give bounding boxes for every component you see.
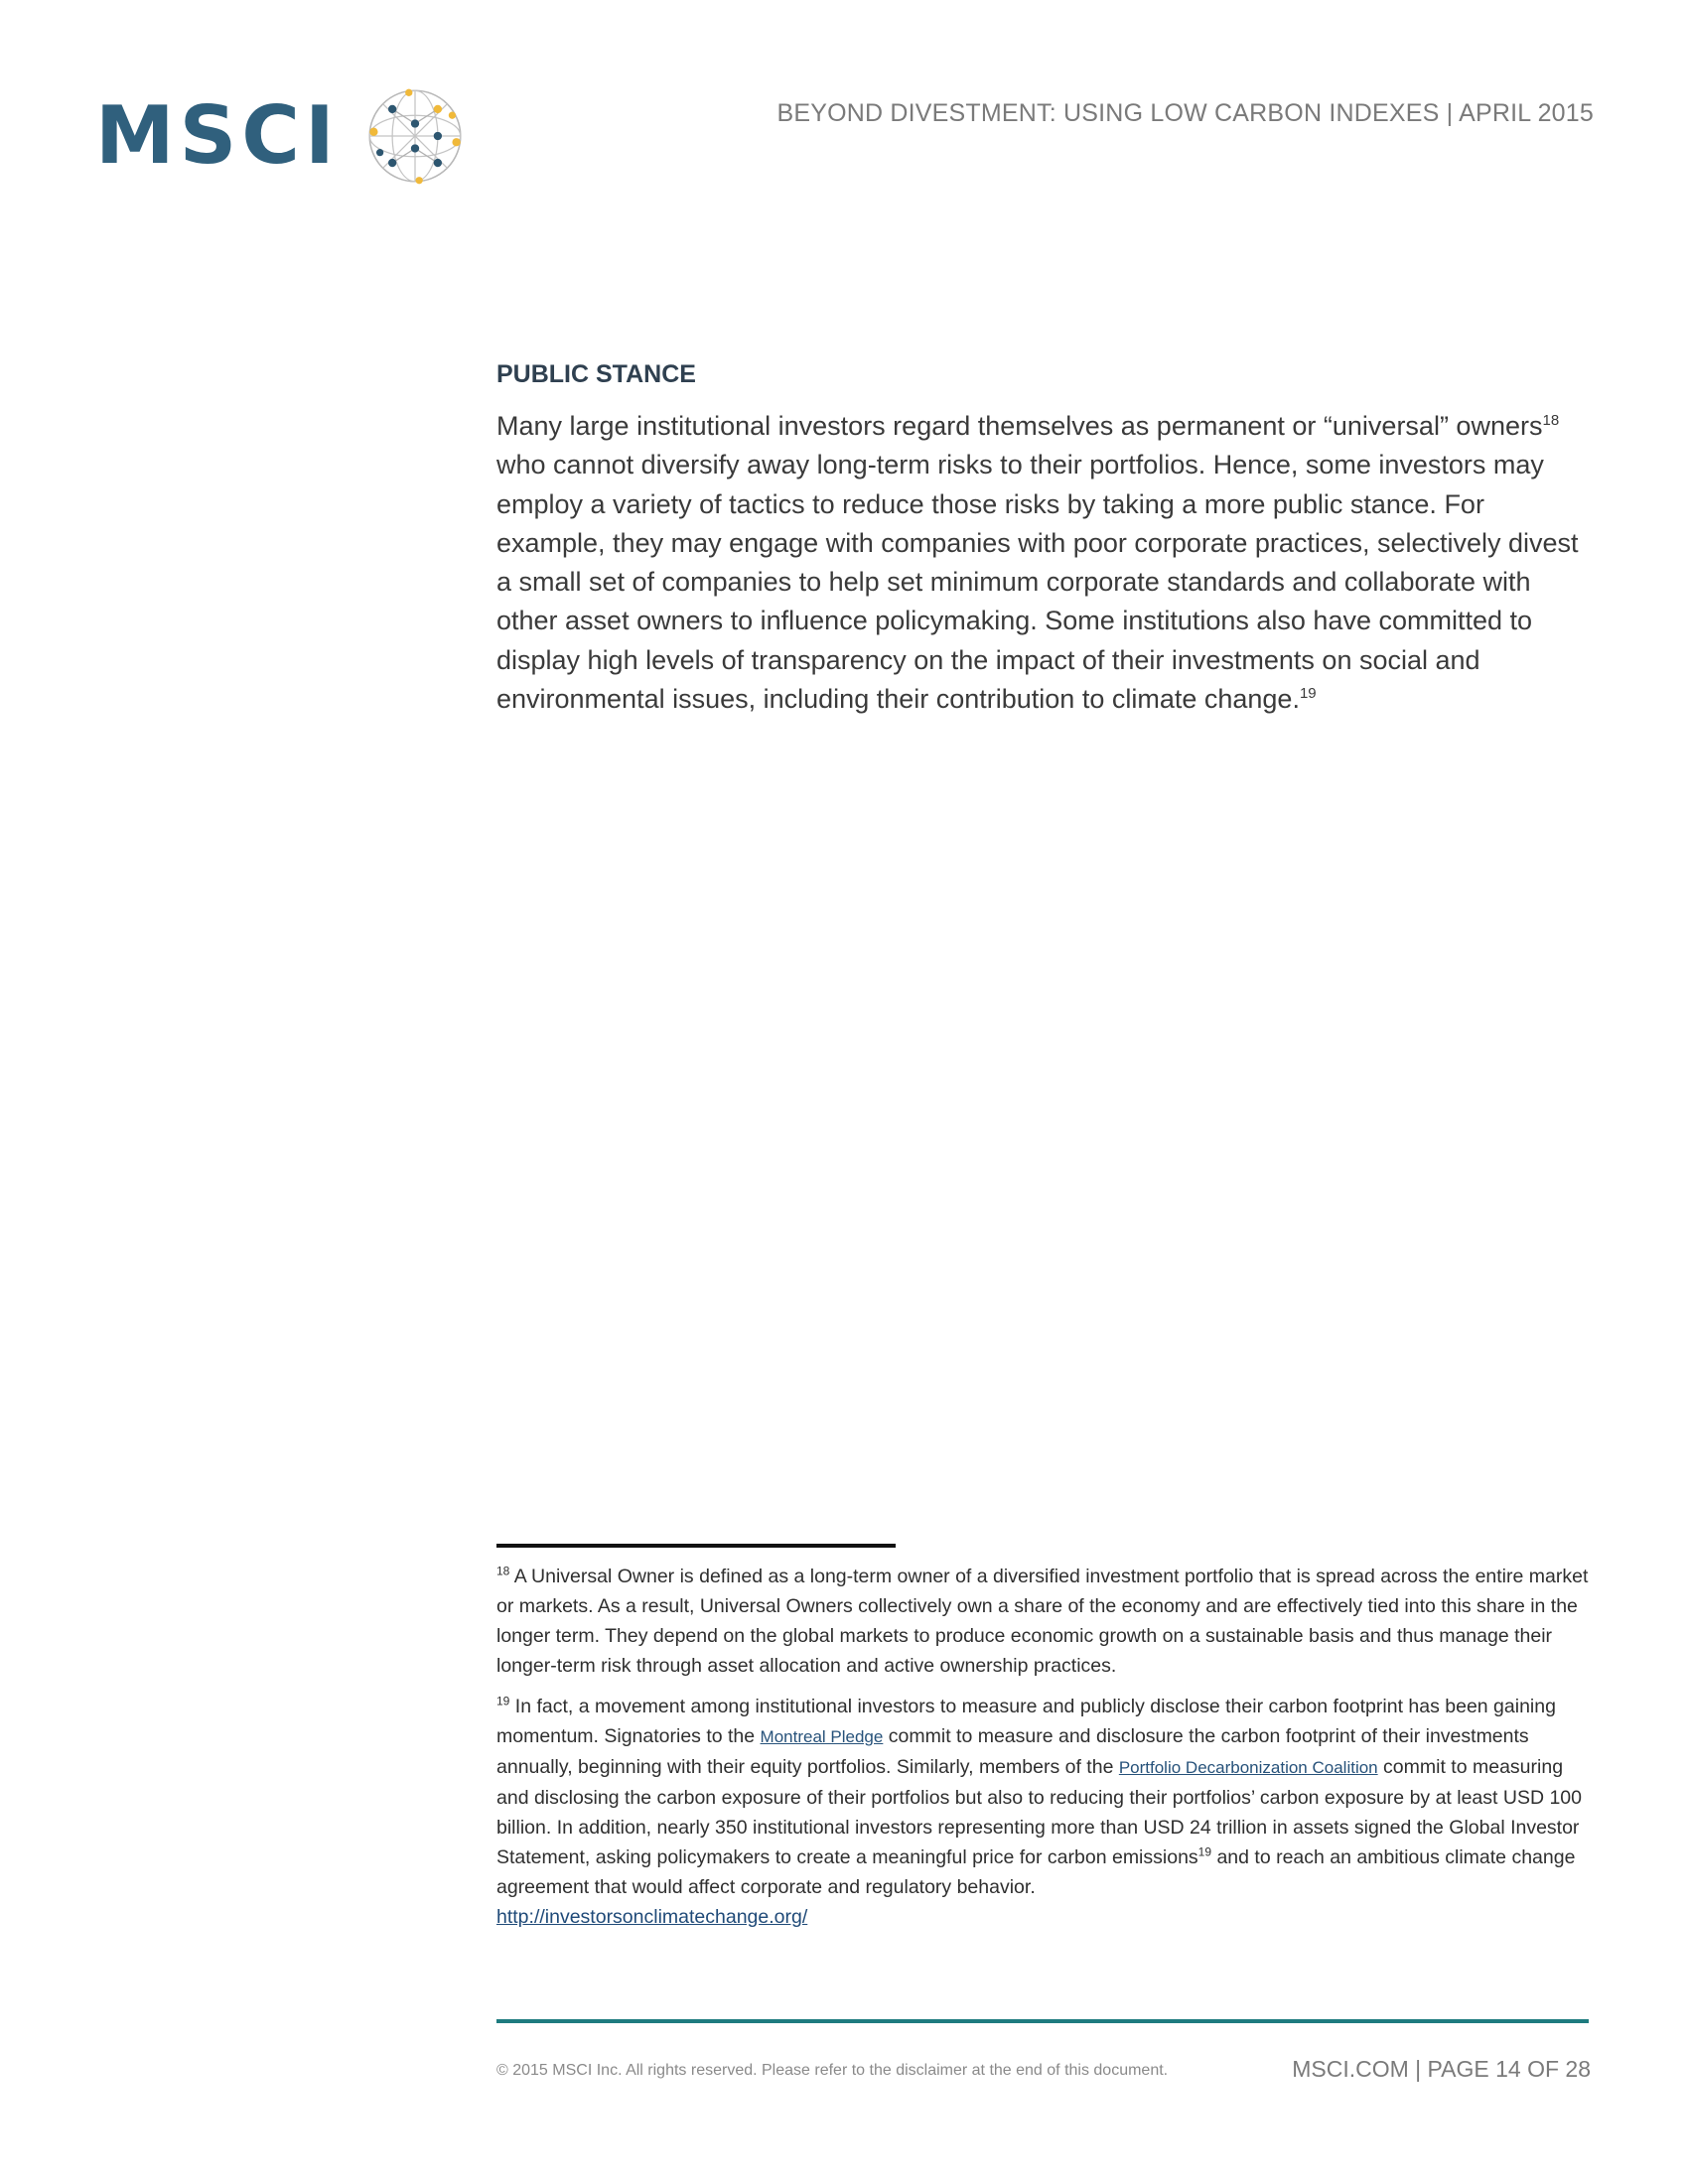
globe-icon xyxy=(363,84,467,188)
footnote-19-text-part1: In fact, a movement among institutional investors to measure and publicly disclose their carbon footprint has been gaining momentum. Signatories to the xyxy=(496,1696,1556,1747)
footnote-19-text-part4: and to reach an ambitious climate change agreement that would affect corporate and regulatory behavior. xyxy=(496,1846,1576,1898)
footnote-19-text-part3: commit to measuring and disclosing the carbon exposure of their portfolios but also to reducing their portfolios’ carbon exposure by at least USD 100 billion. In addition, nearly 350 institutional investors representing more than USD 24 trillion in assets signed the Global Investor Statement, asking policymakers to create a meaningful price for carbon emissions xyxy=(496,1756,1582,1868)
footnote-18-number: 18 xyxy=(496,1564,510,1578)
footnote-18-text: A Universal Owner is defined as a long-term owner of a diversified investment portfolio that is spread across the entire market or markets. As a result, Universal Owners collectively own a share of the economy and are effectively tied into this share in the longer term. They depend on the global markets to produce economic growth on a sustainable basis and thus manage their longer-term risk through asset allocation and active ownership practices. xyxy=(496,1566,1589,1677)
body-text-part2: who cannot diversify away long-term risks to their portfolios. Hence, some investors may employ a variety of tactics to reduce those risks by taking a more public stance. For example, they may engage with companies with poor corporate practices, selectively divest a small set of companies to help set minimum corporate standards and collaborate with other asset owners to influence policymaking. Some institutions also have committed to display high levels of transparency on the impact of their investments on social and environmental issues, including their contribution to climate change. xyxy=(496,450,1579,715)
footnote-ref-19[interactable]: 19 xyxy=(1299,685,1317,703)
logo-wordmark: MSCI xyxy=(95,89,340,182)
footnote-18 xyxy=(496,1562,1589,1681)
portfolio-decarbonization-coalition-link[interactable]: Portfolio Decarbonization Coalition xyxy=(1118,1758,1378,1777)
copyright-notice: © 2015 MSCI Inc. All rights reserved. Please refer to the disclaimer at the end of this document. xyxy=(496,2062,1169,2079)
body-text-part1: Many large institutional investors regard themselves as permanent or “universal” owners xyxy=(496,411,1543,441)
footnote-19 xyxy=(496,1692,1589,1932)
footnote-separator xyxy=(496,1544,896,1548)
footnote-19-inner-ref: 19 xyxy=(1197,1844,1212,1859)
section-heading: PUBLIC STANCE xyxy=(496,360,696,388)
running-header: BEYOND DIVESTMENT: USING LOW CARBON INDEXES | APRIL 2015 xyxy=(776,99,1594,127)
footer-divider xyxy=(496,2019,1589,2023)
body-paragraph xyxy=(496,407,1599,719)
footnote-19-text-part2: commit to measure and disclosure the carbon footprint of their investments annually, beginning with their equity portfolios. Similarly, members of the xyxy=(496,1725,1529,1778)
footnote-ref-18[interactable]: 18 xyxy=(1542,412,1560,429)
msci-logo xyxy=(95,81,467,191)
page-number: MSCI.COM | PAGE 14 OF 28 xyxy=(1292,2056,1591,2082)
footnote-19-number: 19 xyxy=(496,1694,510,1708)
montreal-pledge-link[interactable]: Montreal Pledge xyxy=(760,1727,884,1746)
investors-on-climate-change-url[interactable]: http://investorsonclimatechange.org/ xyxy=(496,1906,808,1928)
